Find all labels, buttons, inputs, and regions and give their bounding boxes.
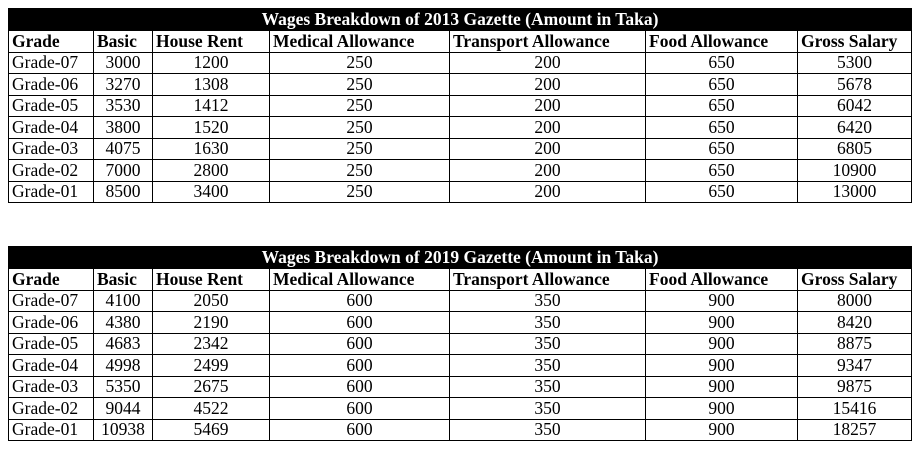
- value-cell: 350: [450, 290, 646, 312]
- value-cell: 600: [270, 419, 450, 441]
- column-header: Medical Allowance: [270, 31, 450, 53]
- value-cell: 13000: [798, 181, 912, 203]
- table-row: [9, 355, 912, 377]
- table-row: [9, 95, 912, 117]
- grade-cell: Grade-07: [9, 290, 94, 312]
- column-header: Grade: [9, 269, 94, 291]
- wages-table-2013: [8, 8, 912, 203]
- table-title: Wages Breakdown of 2019 Gazette (Amount in Taka): [8, 246, 912, 268]
- column-header: Food Allowance: [646, 269, 798, 291]
- value-cell: 650: [646, 52, 798, 74]
- grade-cell: Grade-04: [9, 117, 94, 139]
- value-cell: 350: [450, 376, 646, 398]
- value-cell: 3530: [94, 95, 153, 117]
- value-cell: 4380: [94, 312, 153, 334]
- value-cell: 5469: [153, 419, 270, 441]
- value-cell: 650: [646, 74, 798, 96]
- value-cell: 600: [270, 290, 450, 312]
- grade-cell: Grade-05: [9, 95, 94, 117]
- table-body: [9, 52, 912, 203]
- value-cell: 3400: [153, 181, 270, 203]
- column-header: Medical Allowance: [270, 269, 450, 291]
- value-cell: 6805: [798, 138, 912, 160]
- column-header: Gross Salary: [798, 31, 912, 53]
- table-header: [9, 31, 912, 53]
- value-cell: 650: [646, 160, 798, 182]
- value-cell: 8875: [798, 333, 912, 355]
- value-cell: 650: [646, 138, 798, 160]
- grade-cell: Grade-03: [9, 376, 94, 398]
- value-cell: 4522: [153, 398, 270, 420]
- value-cell: 1200: [153, 52, 270, 74]
- value-cell: 8000: [798, 290, 912, 312]
- value-cell: 250: [270, 52, 450, 74]
- column-header: Transport Allowance: [450, 31, 646, 53]
- table-body: [9, 290, 912, 441]
- grade-cell: Grade-02: [9, 160, 94, 182]
- table-row: [9, 398, 912, 420]
- column-header: Gross Salary: [798, 269, 912, 291]
- value-cell: 5300: [798, 52, 912, 74]
- header-row: [9, 31, 912, 53]
- column-header: Food Allowance: [646, 31, 798, 53]
- value-cell: 2342: [153, 333, 270, 355]
- value-cell: 600: [270, 398, 450, 420]
- value-cell: 350: [450, 333, 646, 355]
- value-cell: 600: [270, 376, 450, 398]
- value-cell: 650: [646, 95, 798, 117]
- grade-cell: Grade-05: [9, 333, 94, 355]
- value-cell: 15416: [798, 398, 912, 420]
- value-cell: 3270: [94, 74, 153, 96]
- value-cell: 250: [270, 138, 450, 160]
- grade-cell: Grade-02: [9, 398, 94, 420]
- value-cell: 2499: [153, 355, 270, 377]
- value-cell: 200: [450, 181, 646, 203]
- column-header: Grade: [9, 31, 94, 53]
- value-cell: 3000: [94, 52, 153, 74]
- grade-cell: Grade-03: [9, 138, 94, 160]
- value-cell: 250: [270, 117, 450, 139]
- table-header: [9, 269, 912, 291]
- value-cell: 350: [450, 398, 646, 420]
- table-row: [9, 74, 912, 96]
- table-row: [9, 312, 912, 334]
- value-cell: 9875: [798, 376, 912, 398]
- table-row: [9, 419, 912, 441]
- value-cell: 9347: [798, 355, 912, 377]
- table-row: [9, 138, 912, 160]
- value-cell: 1520: [153, 117, 270, 139]
- table-row: [9, 52, 912, 74]
- value-cell: 200: [450, 160, 646, 182]
- table-row: [9, 333, 912, 355]
- value-cell: 2050: [153, 290, 270, 312]
- grade-cell: Grade-07: [9, 52, 94, 74]
- value-cell: 250: [270, 181, 450, 203]
- value-cell: 200: [450, 52, 646, 74]
- value-cell: 350: [450, 419, 646, 441]
- value-cell: 200: [450, 95, 646, 117]
- value-cell: 6042: [798, 95, 912, 117]
- table-row: [9, 117, 912, 139]
- value-cell: 1412: [153, 95, 270, 117]
- value-cell: 200: [450, 74, 646, 96]
- value-cell: 900: [646, 376, 798, 398]
- value-cell: 18257: [798, 419, 912, 441]
- value-cell: 600: [270, 333, 450, 355]
- grade-cell: Grade-06: [9, 312, 94, 334]
- value-cell: 900: [646, 398, 798, 420]
- value-cell: 1308: [153, 74, 270, 96]
- value-cell: 5678: [798, 74, 912, 96]
- value-cell: 10938: [94, 419, 153, 441]
- value-cell: 10900: [798, 160, 912, 182]
- value-cell: 7000: [94, 160, 153, 182]
- value-cell: 900: [646, 312, 798, 334]
- value-cell: 1630: [153, 138, 270, 160]
- wages-table-2019: [8, 246, 912, 441]
- value-cell: 5350: [94, 376, 153, 398]
- value-cell: 900: [646, 419, 798, 441]
- table-row: [9, 181, 912, 203]
- value-cell: 2190: [153, 312, 270, 334]
- value-cell: 600: [270, 355, 450, 377]
- value-cell: 9044: [94, 398, 153, 420]
- value-cell: 900: [646, 333, 798, 355]
- column-header: House Rent: [153, 31, 270, 53]
- value-cell: 900: [646, 290, 798, 312]
- value-cell: 350: [450, 312, 646, 334]
- value-cell: 2800: [153, 160, 270, 182]
- column-header: House Rent: [153, 269, 270, 291]
- value-cell: 250: [270, 74, 450, 96]
- table-row: [9, 160, 912, 182]
- column-header: Transport Allowance: [450, 269, 646, 291]
- value-cell: 4683: [94, 333, 153, 355]
- value-cell: 600: [270, 312, 450, 334]
- header-row: [9, 269, 912, 291]
- grade-cell: Grade-01: [9, 181, 94, 203]
- grade-cell: Grade-06: [9, 74, 94, 96]
- grade-cell: Grade-01: [9, 419, 94, 441]
- grade-cell: Grade-04: [9, 355, 94, 377]
- column-header: Basic: [94, 31, 153, 53]
- column-header: Basic: [94, 269, 153, 291]
- value-cell: 8500: [94, 181, 153, 203]
- value-cell: 2675: [153, 376, 270, 398]
- value-cell: 900: [646, 355, 798, 377]
- value-cell: 8420: [798, 312, 912, 334]
- value-cell: 6420: [798, 117, 912, 139]
- value-cell: 350: [450, 355, 646, 377]
- value-cell: 4100: [94, 290, 153, 312]
- value-cell: 200: [450, 138, 646, 160]
- value-cell: 650: [646, 117, 798, 139]
- value-cell: 650: [646, 181, 798, 203]
- value-cell: 4075: [94, 138, 153, 160]
- table-title: Wages Breakdown of 2013 Gazette (Amount in Taka): [8, 8, 912, 30]
- value-cell: 250: [270, 160, 450, 182]
- value-cell: 250: [270, 95, 450, 117]
- value-cell: 200: [450, 117, 646, 139]
- table-row: [9, 290, 912, 312]
- value-cell: 3800: [94, 117, 153, 139]
- table-row: [9, 376, 912, 398]
- value-cell: 4998: [94, 355, 153, 377]
